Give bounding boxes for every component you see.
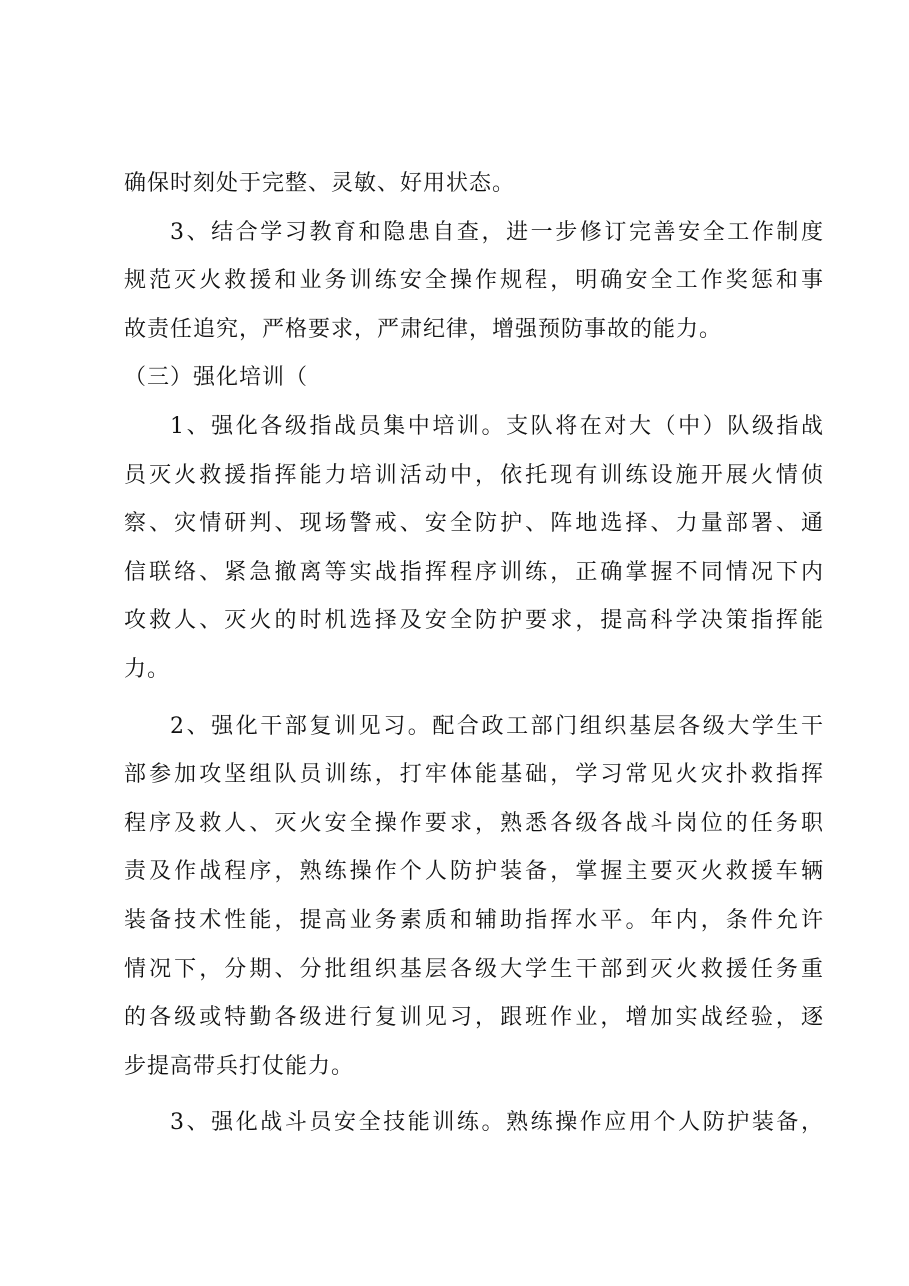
text-line: 部参加攻坚组队员训练，打牢体能基础，学习常见火灾扑救指挥 bbox=[124, 762, 824, 788]
text-line: 信联络、紧急撤离等实战指挥程序训练，正确掌握不同情况下内 bbox=[124, 559, 824, 585]
text-line: 攻救人、灭火的时机选择及安全防护要求，提高科学决策指挥能 bbox=[124, 608, 824, 634]
text-line: 2、强化干部复训见习。配合政工部门组织基层各级大学生干 bbox=[170, 713, 824, 739]
text-line: 1、强化各级指战员集中培训。支队将在对大（中）队级指战 bbox=[170, 413, 824, 439]
text-line: 程序及救人、灭火安全操作要求，熟悉各级各战斗岗位的任务职 bbox=[124, 810, 824, 836]
section-heading: （三）强化培训（ bbox=[124, 365, 309, 391]
text-line: 察、灾情研判、现场警戒、安全防护、阵地选择、力量部署、通 bbox=[124, 511, 824, 537]
text-line: 规范灭火救援和业务训练安全操作规程，明确安全工作奖惩和事 bbox=[124, 268, 824, 294]
paragraph-gap bbox=[124, 1091, 824, 1099]
text-line: 员灭火救援指挥能力培训活动中，依托现有训练设施开展火情侦 bbox=[124, 462, 824, 488]
text-line: 故责任追究，严格要求，严肃纪律，增强预防事故的能力。 bbox=[124, 316, 723, 342]
text-line: 力。 bbox=[124, 656, 171, 682]
text-line: 的各级或特勤各级进行复训见习，跟班作业，增加实战经验，逐 bbox=[124, 1005, 824, 1031]
text-line: 确保时刻处于完整、灵敏、好用状态。 bbox=[124, 171, 516, 196]
paragraph-gap bbox=[124, 695, 824, 703]
text-line: 情况下，分期、分批组织基层各级大学生干部到灭火救援任务重 bbox=[124, 956, 824, 982]
text-line: 步提高带兵打仗能力。 bbox=[124, 1053, 355, 1079]
text-line: 装备技术性能，提高业务素质和辅助指挥水平。年内，条件允许 bbox=[124, 907, 824, 933]
document-body bbox=[124, 160, 824, 1148]
text-line: 3、结合学习教育和隐患自查，进一步修订完善安全工作制度 bbox=[170, 219, 824, 245]
text-line: 责及作战程序，熟练操作个人防护装备，掌握主要灭火救援车辆 bbox=[124, 859, 824, 885]
text-line: 3、强化战斗员安全技能训练。熟练操作应用个人防护装备， bbox=[170, 1110, 824, 1136]
